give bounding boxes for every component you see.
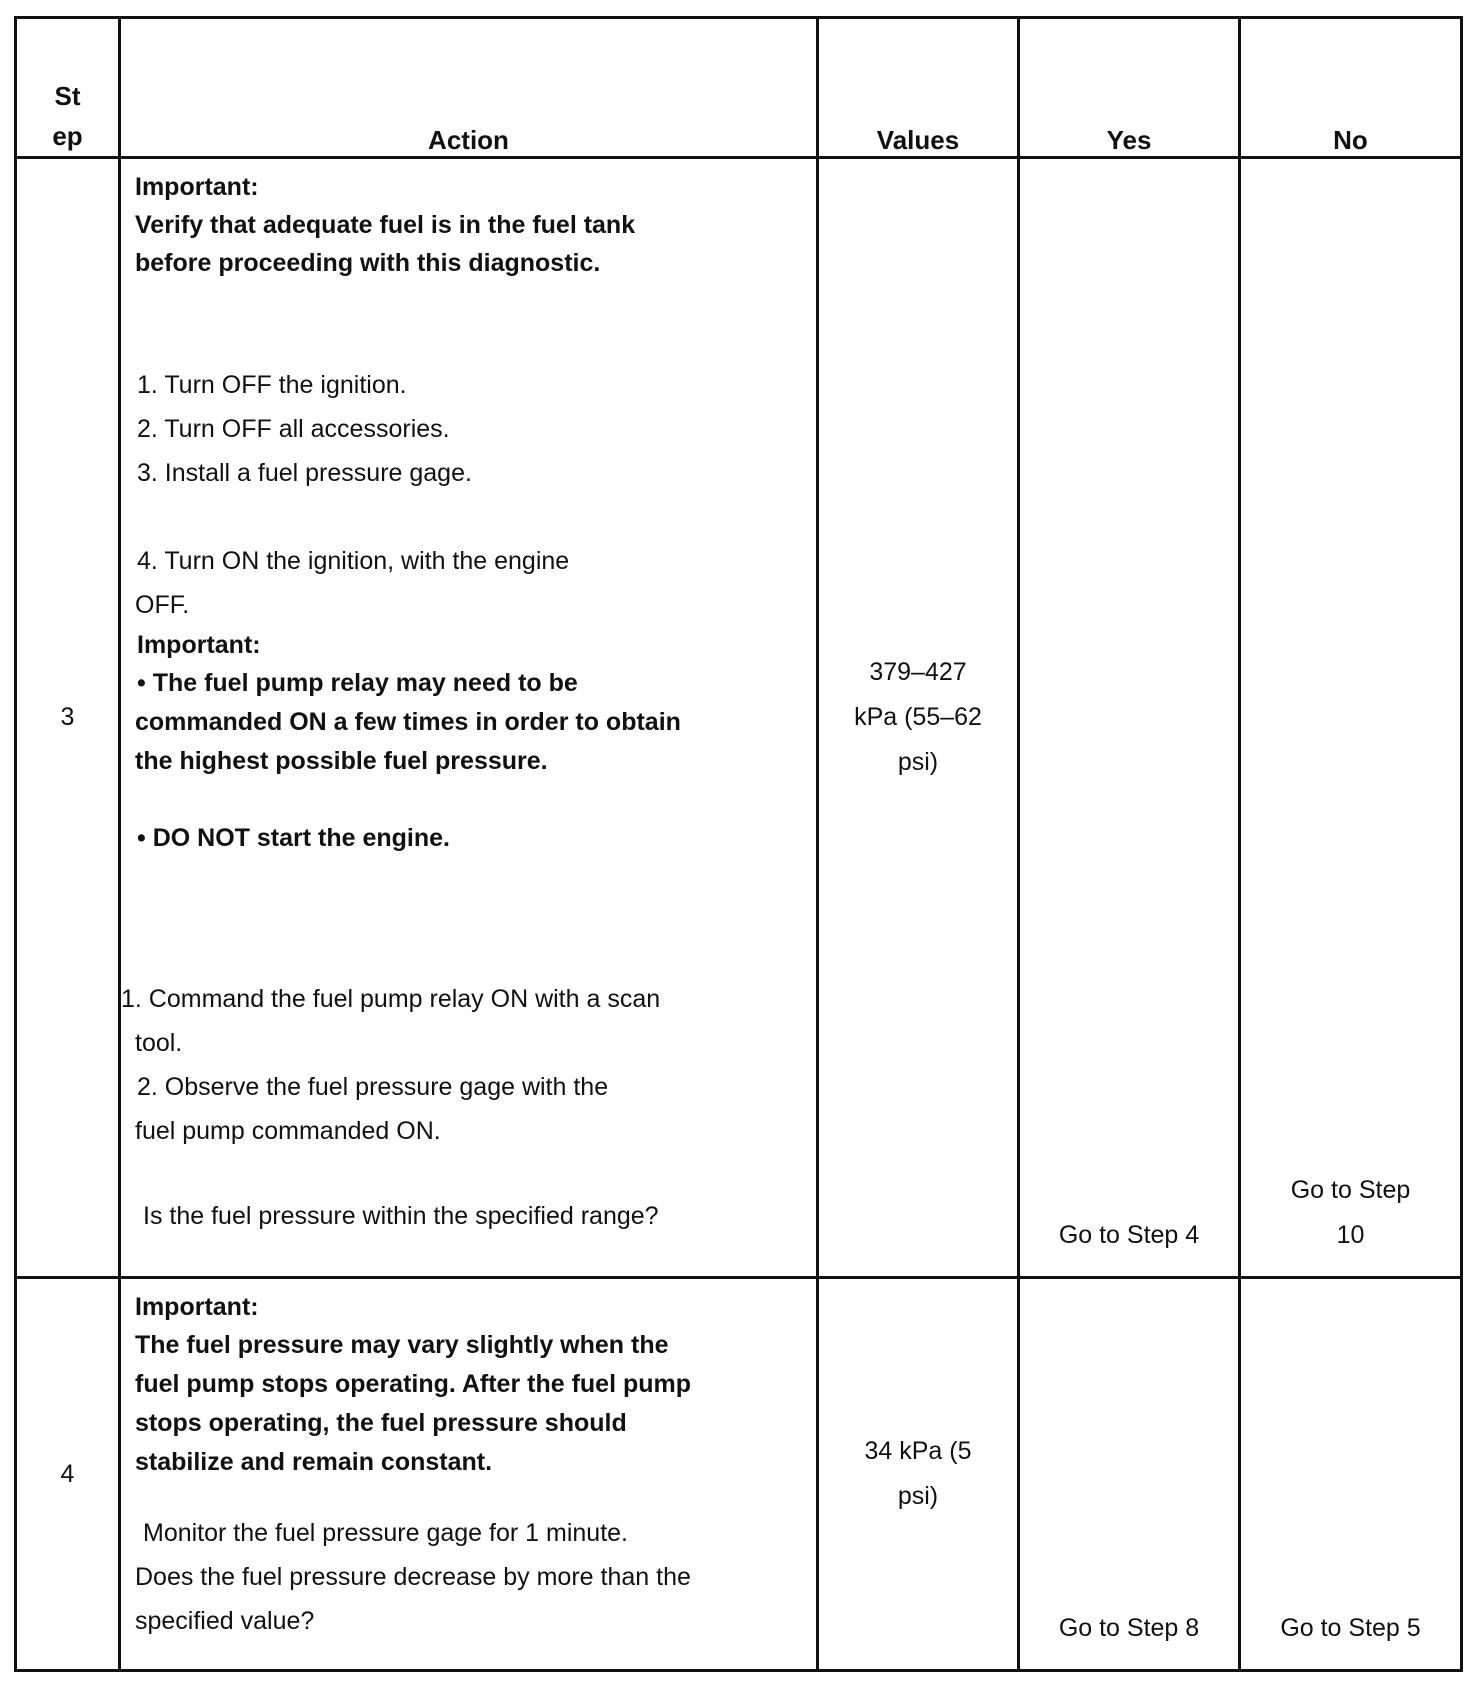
- question: Is the fuel pressure within the specified range?: [143, 1202, 659, 1231]
- no-cell: [1240, 158, 1462, 1278]
- bullet-item: • DO NOT start the engine.: [137, 824, 450, 853]
- list-item: 1. Command the fuel pump relay ON with a scan: [121, 985, 661, 1014]
- value-text: 379–427 kPa (55–62 psi): [854, 658, 982, 777]
- no-cell: [1240, 1278, 1462, 1671]
- instruction: Monitor the fuel pressure gage for 1 minute.: [143, 1519, 628, 1548]
- step-number: 3: [16, 158, 120, 1278]
- question-continuation: specified value?: [135, 1607, 315, 1636]
- action-cell: [120, 1278, 818, 1671]
- value-text: 34 kPa (5 psi): [864, 1437, 972, 1511]
- header-yes: Yes: [1019, 18, 1240, 158]
- important-text: before proceeding with this diagnostic.: [135, 249, 601, 278]
- list-item: 1. Turn OFF the ignition.: [137, 371, 407, 400]
- no-link-text: Go to Step 5: [1280, 1614, 1421, 1642]
- bullet-item-continuation: the highest possible fuel pressure.: [135, 747, 548, 776]
- header-no: No: [1240, 18, 1462, 158]
- important-text: Verify that adequate fuel is in the fuel tank: [135, 211, 636, 240]
- bullet-item-continuation: commanded ON a few times in order to obtain: [135, 708, 681, 737]
- question: Does the fuel pressure decrease by more than the: [135, 1563, 691, 1592]
- diagnostic-table: [14, 16, 1463, 1672]
- values-cell: [818, 1278, 1019, 1671]
- yes-link-text: Go to Step 4: [1058, 1221, 1200, 1250]
- list-item-continuation: fuel pump commanded ON.: [135, 1117, 441, 1146]
- list-item: 2. Turn OFF all accessories.: [137, 415, 450, 444]
- list-item: 4. Turn ON the ignition, with the engine: [137, 547, 570, 576]
- header-action: Action: [120, 18, 818, 158]
- values-cell: [818, 158, 1019, 1278]
- table-row-step-4: [16, 1278, 1462, 1671]
- list-item-continuation: OFF.: [135, 591, 190, 620]
- yes-cell: [1019, 1278, 1240, 1671]
- list-item-continuation: tool.: [135, 1029, 183, 1058]
- important-text: fuel pump stops operating. After the fuel pump: [135, 1370, 692, 1399]
- header-step: [16, 18, 120, 158]
- header-row: [16, 18, 1462, 158]
- important-text: stabilize and remain constant.: [135, 1448, 493, 1477]
- important-label: Important:: [135, 1293, 259, 1322]
- yes-link-text: Go to Step 8: [1058, 1614, 1200, 1642]
- no-link-text: Go to Step 10: [1290, 1176, 1411, 1250]
- header-values: Values: [818, 18, 1019, 158]
- list-item: 2. Observe the fuel pressure gage with the: [137, 1073, 609, 1102]
- important-label: Important:: [137, 631, 261, 660]
- bullet-item: • The fuel pump relay may need to be: [137, 669, 578, 698]
- header-step-label: St ep: [52, 81, 83, 152]
- table-row-step-3: [16, 158, 1462, 1278]
- step-number: 4: [16, 1278, 120, 1671]
- important-text: stops operating, the fuel pressure should: [135, 1409, 627, 1438]
- important-text: The fuel pressure may vary slightly when the: [135, 1331, 669, 1360]
- action-cell: [120, 158, 818, 1278]
- list-item: 3. Install a fuel pressure gage.: [137, 459, 472, 488]
- yes-cell: [1019, 158, 1240, 1278]
- important-label: Important:: [135, 173, 259, 202]
